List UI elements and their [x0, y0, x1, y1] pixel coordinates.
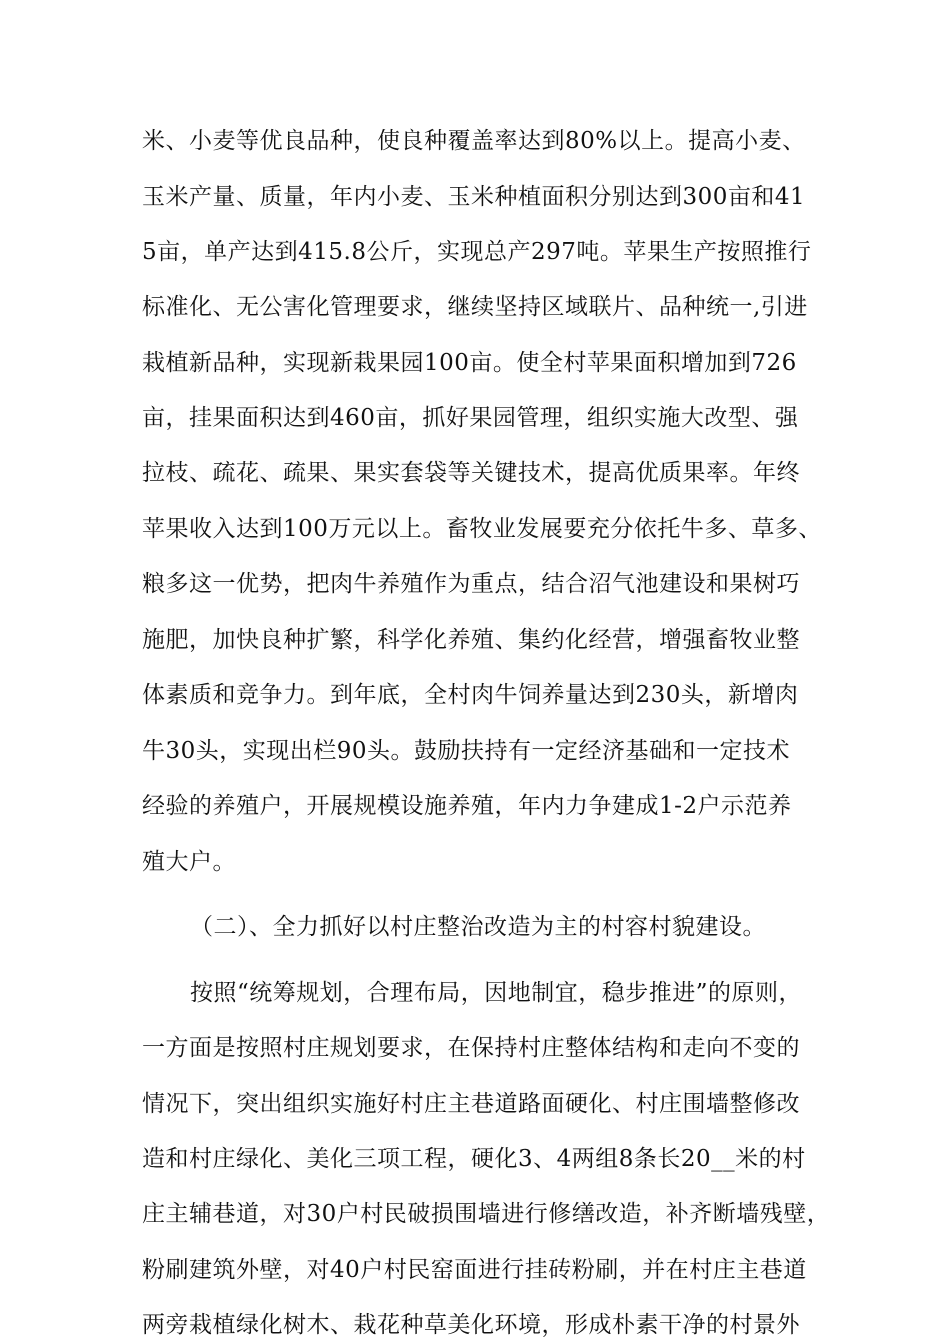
paragraph-1-line-6: 亩，挂果面积达到460亩，抓好果园管理，组织实施大改型、强 [142, 405, 799, 431]
paragraph-2-line-5: 庄主辅巷道，对30户村民破损围墙进行修缮改造，补齐断墙残壁， [142, 1201, 831, 1227]
paragraph-1-line-4: 标准化、无公害化管理要求，继续坚持区域联片、品种统一,引进 [142, 294, 808, 320]
paragraph-1-line-5: 栽植新品种，实现新栽果园100亩。使全村苹果面积增加到726 [142, 350, 797, 376]
paragraph-1-line-1: 米、小麦等优良品种，使良种覆盖率达到80%以上。提高小麦、 [142, 128, 806, 154]
section-heading: （二）、全力抓好以村庄整治改造为主的村容村貌建设。 [190, 914, 766, 940]
paragraph-1-line-2: 玉米产量、质量，年内小麦、玉米种植面积分别达到300亩和41 [142, 184, 806, 210]
paragraph-2-line-3: 情况下，突出组织实施好村庄主巷道路面硬化、村庄围墙整修改 [142, 1091, 800, 1117]
paragraph-1-line-13: 经验的养殖户，开展规模设施养殖，年内力争建成1-2户示范养 [142, 793, 792, 819]
paragraph-2-line-7: 两旁栽植绿化树木、栽花种草美化环境，形成朴素干净的村景外 [142, 1312, 800, 1338]
paragraph-2-line-6: 粉刷建筑外壁，对40户村民窑面进行挂砖粉刷，并在村庄主巷道 [142, 1257, 807, 1283]
paragraph-1-line-7: 拉枝、疏花、疏果、果实套袋等关键技术，提高优质果率。年终 [142, 460, 800, 486]
paragraph-2-line-2: 一方面是按照村庄规划要求，在保持村庄整体结构和走向不变的 [142, 1035, 800, 1061]
paragraph-1-line-9: 粮多这一优势，把肉牛养殖作为重点，结合沼气池建设和果树巧 [142, 571, 800, 597]
paragraph-2-line-1: 按照“统筹规划，合理布局，因地制宜，稳步推进”的原则， [190, 980, 803, 1006]
paragraph-1-line-8: 苹果收入达到100万元以上。畜牧业发展要充分依托牛多、草多、 [142, 516, 822, 542]
paragraph-2-line-4: 造和村庄绿化、美化三项工程，硬化3、4两组8条长20__米的村 [142, 1146, 806, 1172]
paragraph-1-line-14: 殖大户。 [142, 849, 236, 875]
paragraph-1-line-12: 牛30头，实现出栏90头。鼓励扶持有一定经济基础和一定技术 [142, 738, 791, 764]
paragraph-1-line-10: 施肥，加快良种扩繁，科学化养殖、集约化经营，增强畜牧业整 [142, 627, 800, 653]
paragraph-1-line-11: 体素质和竞争力。到年底，全村肉牛饲养量达到230头，新增肉 [142, 682, 799, 708]
paragraph-1-line-3: 5亩，单产达到415.8公斤，实现总产297吨。苹果生产按照推行 [142, 239, 812, 265]
